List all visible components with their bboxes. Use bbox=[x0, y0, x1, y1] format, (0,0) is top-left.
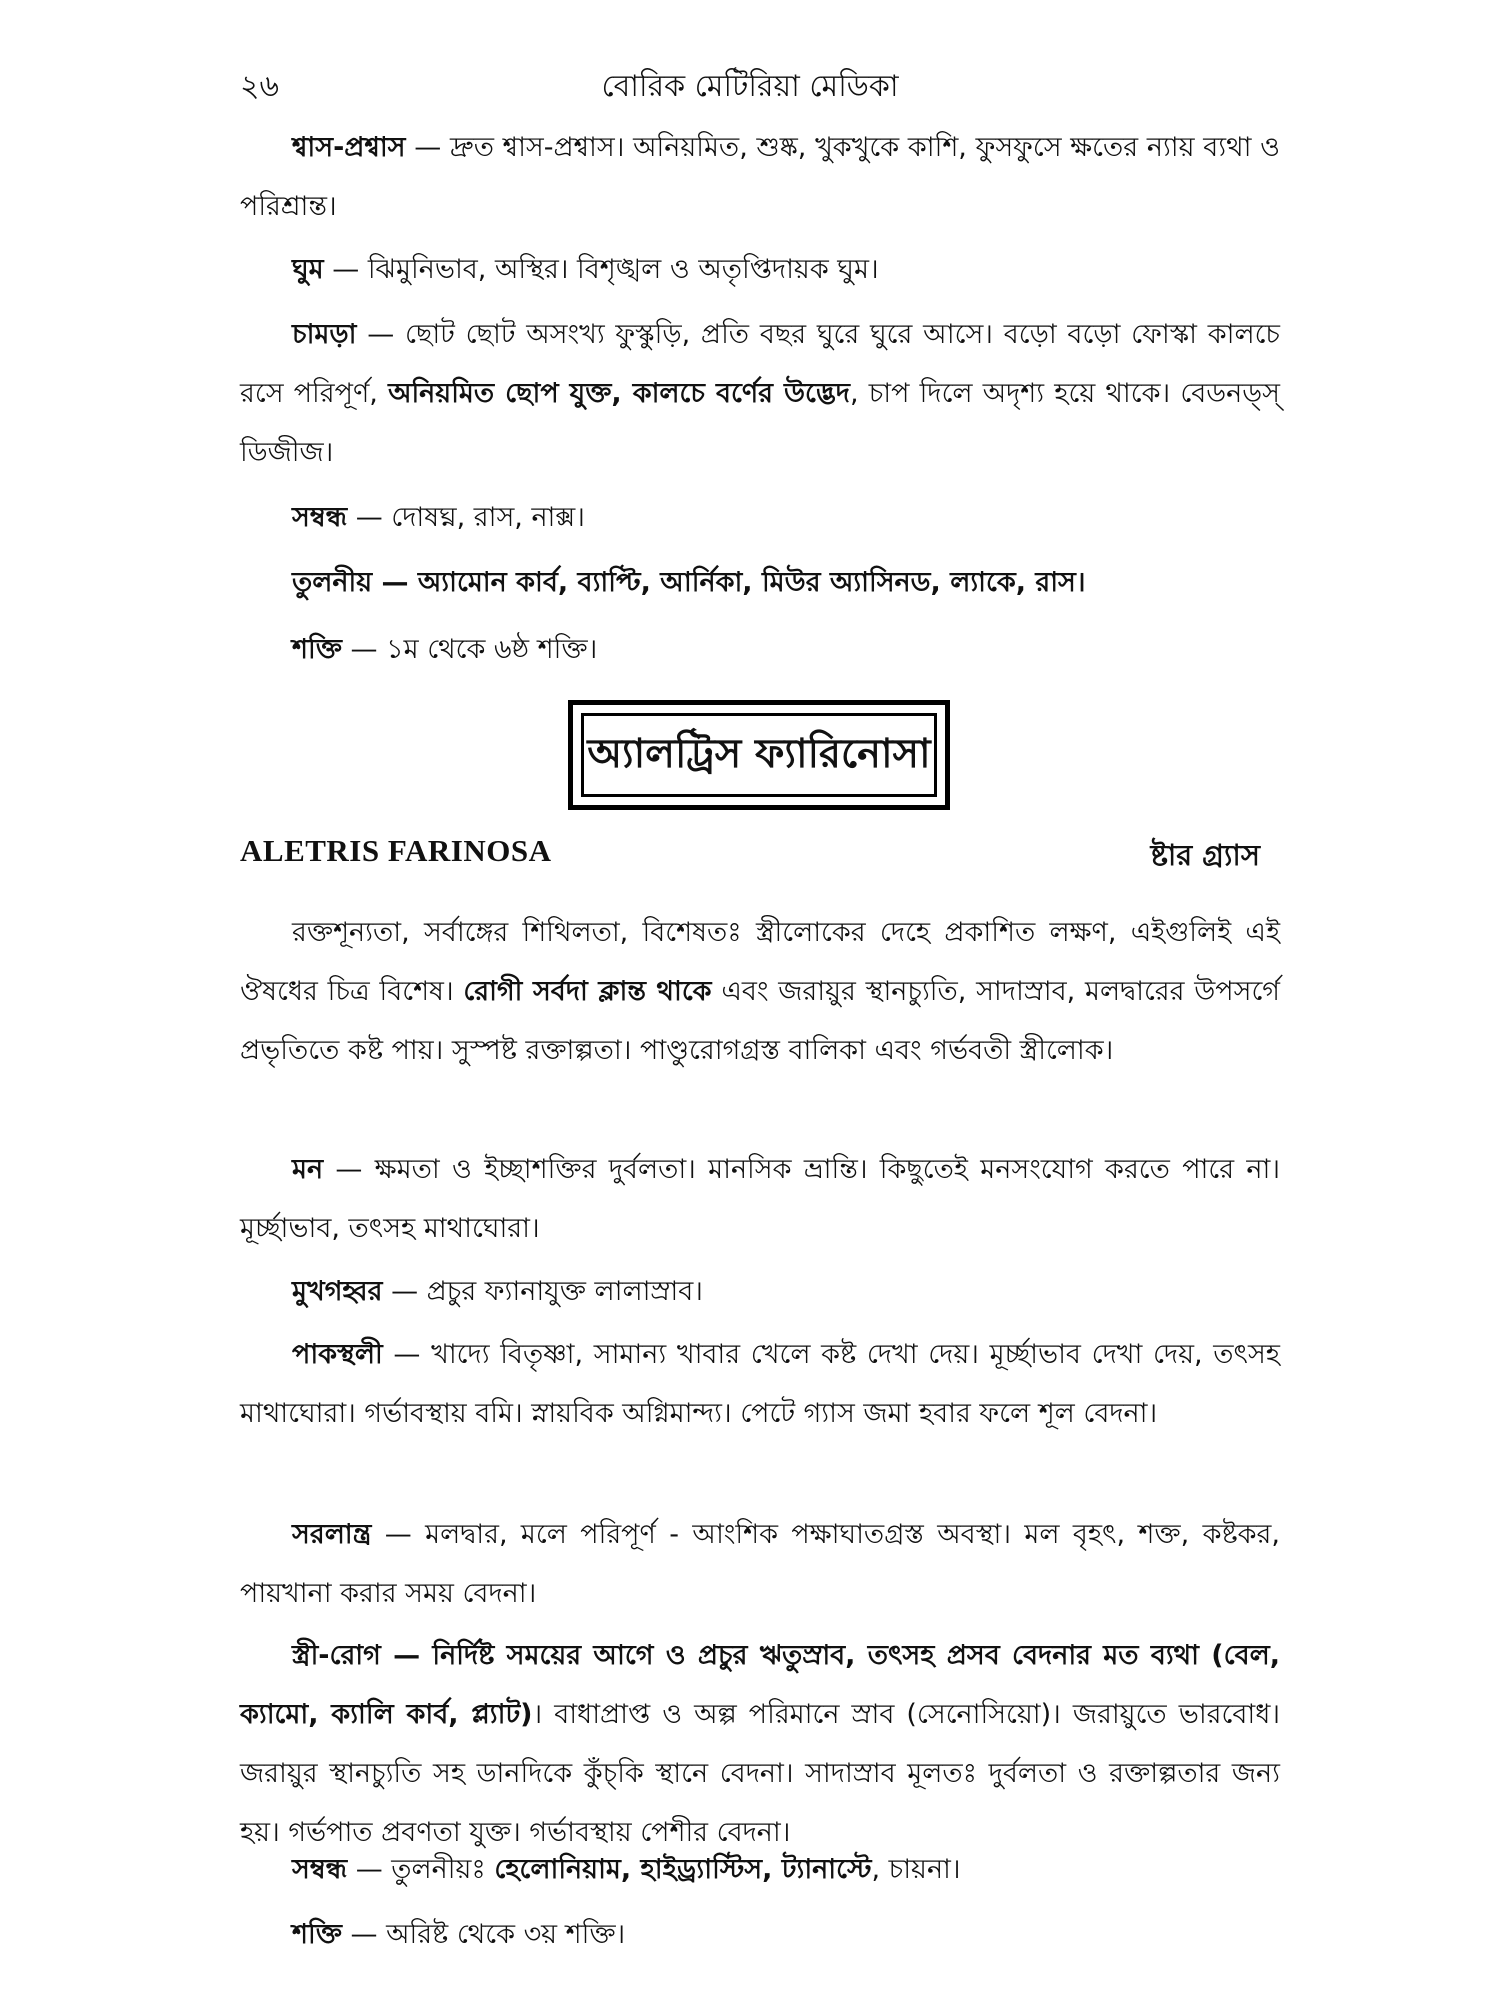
stomach-label: পাকস্থলী bbox=[292, 1339, 383, 1370]
remedy-common-name: ষ্টার গ্র্যাস bbox=[1150, 838, 1260, 872]
intro-text-2: এবং জরায়ুর স্থানচ্যুতি, সাদাস্রাব, মলদ্বারের উপসর্গে প্রভৃতিতে কষ্ট পায়। সুস্পষ্ট রক্তাল্পতা। পাণ্ডুরোগগ্রস্ত বালিকা এবং গর্ভবতী স্ত্রীলোক। bbox=[240, 976, 1280, 1066]
mouth-label: মুখগহ্বর bbox=[292, 1276, 383, 1307]
compare-label: তুলনীয় bbox=[292, 567, 373, 598]
relationship-tail-text: , চায়না। bbox=[871, 1854, 961, 1885]
remedy-bengali-title: অ্যালট্রিস ফ্যারিনোসা bbox=[581, 713, 937, 797]
intro-text-1: রক্তশূন্যতা, সর্বাঙ্গের শিথিলতা, বিশেষতঃ স্ত্রীলোকের দেহে প্রকাশিত লক্ষণ, এইগুলিই এই ঔষধের চিত্র বিশেষ। bbox=[240, 917, 1280, 1007]
relationship-bold-text: হেলোনিয়াম, হাইড্র্যাস্টিস, ট্যানাস্টে bbox=[494, 1854, 872, 1885]
rectum-paragraph bbox=[240, 1505, 1280, 1623]
running-title: বোরিক মেটিরিয়া মেডিকা bbox=[601, 69, 899, 104]
relationship-text: — তুলনীয়ঃ bbox=[347, 1854, 495, 1885]
skin-text: — ছোট ছোট অসংখ্য ফুস্কুড়ি, প্রতি বছর ঘুরে ঘুরে আসে। বড়ো বড়ো ফোস্কা কালচে রসে পরিপূর্ণ, bbox=[240, 319, 1280, 409]
compare-text: — অ্যামোন কার্ব, ব্যাপ্টি, আর্নিকা, মিউর অ্যাসিনড, ল্যাকে, রাস। bbox=[372, 567, 1086, 598]
compare-paragraph bbox=[240, 553, 1280, 612]
sleep-paragraph bbox=[240, 240, 1280, 299]
potency-text-prev: — ১ম থেকে ৬ষ্ঠ শক্তি। bbox=[341, 634, 598, 665]
potency-label: শক্তি bbox=[292, 1919, 342, 1950]
relationship-paragraph bbox=[240, 1840, 1280, 1899]
page-header bbox=[240, 62, 1260, 112]
rectum-text: — মলদ্বার, মলে পরিপূর্ণ - আংশিক পক্ষাঘাতগ্রস্ত অবস্থা। মল বৃহৎ, শক্ত, কষ্টকর, পায়খানা করার সময় বেদনা। bbox=[240, 1519, 1280, 1609]
stomach-paragraph bbox=[240, 1325, 1280, 1443]
sleep-text: — ঝিমুনিভাব, অস্থির। বিশৃঙ্খল ও অতৃপ্তিদায়ক ঘুম। bbox=[323, 254, 879, 285]
mouth-paragraph bbox=[240, 1262, 1280, 1321]
mind-label: মন bbox=[292, 1154, 324, 1185]
female-text: । বাধাপ্রাপ্ত ও অল্প পরিমানে স্রাব (সেনোসিয়ো)। জরায়ুতে ভারবোধ। জরায়ুর স্থানচ্যুতি সহ ডানদিকে কুঁচ্‌কি স্থানে বেদনা। সাদাস্রাব মূলতঃ দুর্বলতা ও রক্তাল্পতার জন্য হয়। গর্ভপাত প্রবণতা যুক্ত। গর্ভাবস্থায় পেশীর বেদনা। bbox=[240, 1699, 1281, 1848]
female-paragraph bbox=[240, 1626, 1280, 1862]
intro-bold-text: রোগী সর্বদা ক্লান্ত থাকে bbox=[463, 976, 712, 1007]
remedy-latin-name: ALETRIS FARINOSA bbox=[240, 833, 552, 868]
potency-paragraph-prev bbox=[240, 620, 1280, 679]
skin-paragraph bbox=[240, 305, 1280, 482]
mind-text: — ক্ষমতা ও ইচ্ছাশক্তির দুর্বলতা। মানসিক ভ্রান্তি। কিছুতেই মনসংযোগ করতে পারে না। মূর্চ্ছাভাব, তৎসহ মাথাঘোরা। bbox=[240, 1154, 1280, 1244]
respiration-label: শ্বাস-প্রশ্বাস bbox=[292, 132, 406, 163]
respiration-text: — দ্রুত শ্বাস-প্রশ্বাস। অনিয়মিত, শুষ্ক, খুকখুকে কাশি, ফুসফুসে ক্ষতের ন্যায় ব্যথা ও পরিশ্রান্ত। bbox=[240, 132, 1280, 222]
skin-label: চামড়া bbox=[292, 319, 357, 350]
relationship-paragraph-prev bbox=[240, 488, 1280, 547]
remedy-title-box bbox=[568, 700, 950, 810]
rectum-label: সরলান্ত্র bbox=[292, 1519, 372, 1550]
stomach-text: — খাদ্যে বিতৃষ্ণা, সামান্য খাবার খেলে কষ্ট দেখা দেয়। মূর্চ্ছাভাব দেখা দেয়, তৎসহ মাথাঘোরা। গর্ভাবস্থায় বমি। স্নায়বিক অগ্নিমান্দ্য। পেটে গ্যাস জমা হবার ফলে শূল বেদনা। bbox=[240, 1339, 1280, 1429]
skin-bold-text: অনিয়মিত ছোপ যুক্ত, কালচে বর্ণের উদ্ভেদ bbox=[388, 378, 850, 409]
intro-paragraph bbox=[240, 903, 1280, 1080]
relationship-label: সম্বন্ধ bbox=[292, 1854, 348, 1885]
potency-label-prev: শক্তি bbox=[292, 634, 342, 665]
relationship-label-prev: সম্বন্ধ bbox=[292, 502, 348, 533]
mouth-text: — প্রচুর ফ্যানাযুক্ত লালাস্রাব। bbox=[382, 1276, 703, 1307]
female-bold-text: — নির্দিষ্ট সময়ের আগে ও প্রচুর ঋতুস্রাব, তৎসহ প্রসব বেদনার মত ব্যথা (বেল, ক্যামো, ক্যালি কার্ব, প্ল্যাট) bbox=[240, 1640, 1280, 1730]
skin-tail-text: , চাপ দিলে অদৃশ্য হয়ে থাকে। বেডনড্‌স্‌ ডিজীজ। bbox=[240, 378, 1280, 468]
potency-paragraph bbox=[240, 1905, 1280, 1964]
relationship-text-prev: — দোষঘ্ন, রাস, নাক্স। bbox=[347, 502, 585, 533]
sleep-label: ঘুম bbox=[292, 254, 324, 285]
female-label: স্ত্রী-রোগ bbox=[292, 1640, 381, 1671]
page-number: ২৬ bbox=[240, 69, 280, 104]
potency-text: — অরিষ্ট থেকে ৩য় শক্তি। bbox=[341, 1919, 626, 1950]
mind-paragraph bbox=[240, 1140, 1280, 1258]
respiration-paragraph bbox=[240, 118, 1280, 236]
